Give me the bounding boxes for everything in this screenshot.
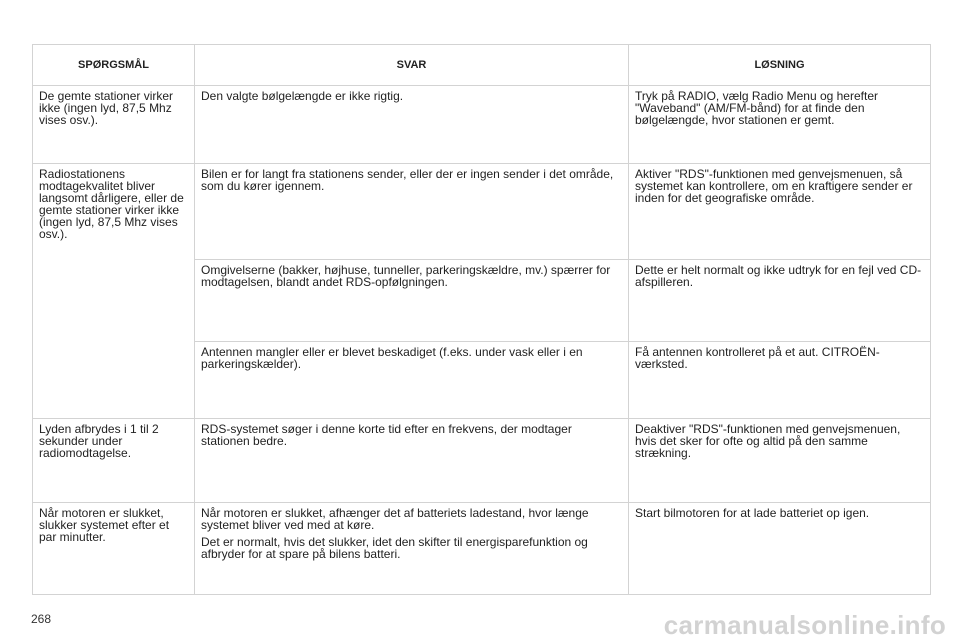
header-solution: LØSNING	[629, 45, 931, 86]
answer-cell: Bilen er for langt fra stationens sender, eller der er ingen sender i det område, som du kører igennem.	[195, 163, 629, 259]
solution-cell: Aktiver "RDS"-funktionen med genvejsmenuen, så systemet kan kontrollere, om en kraftigere sender er inden for det geografiske område.	[629, 163, 931, 259]
troubleshooting-table	[32, 44, 931, 595]
table-header-row	[33, 45, 931, 86]
question-cell: De gemte stationer virker ikke (ingen lyd, 87,5 Mhz vises osv.).	[33, 86, 195, 164]
header-answer: SVAR	[195, 45, 629, 86]
solution-cell: Deaktiver "RDS"-funktionen med genvejsmenuen, hvis det sker for ofte og altid på den samme strækning.	[629, 419, 931, 503]
answer-paragraph: Det er normalt, hvis det slukker, idet den skifter til energisparefunktion og afbryder for at spare på bilens batteri.	[201, 534, 588, 561]
answer-cell	[195, 502, 629, 594]
answer-cell: Omgivelserne (bakker, højhuse, tunneller, parkeringskældre, mv.) spærrer for modtagelsen, blandt andet RDS-opfølgningen.	[195, 259, 629, 341]
solution-cell: Dette er helt normalt og ikke udtryk for en fejl ved CD-afspilleren.	[629, 259, 931, 341]
solution-cell: Få antennen kontrolleret på et aut. CITROËN-værksted.	[629, 341, 931, 419]
question-cell: Radiostationens modtagekvalitet bliver langsomt dårligere, eller de gemte stationer virker ikke (ingen lyd, 87,5 Mhz vises osv.).	[33, 163, 195, 419]
question-cell: Lyden afbrydes i 1 til 2 sekunder under radiomodtagelse.	[33, 419, 195, 503]
table-row	[33, 163, 931, 259]
answer-paragraph: Når motoren er slukket, afhænger det af batteriets ladestand, hvor længe systemet bliver ved med at køre.	[201, 505, 589, 532]
table-row	[33, 419, 931, 503]
answer-cell: Antennen mangler eller er blevet beskadiget (f.eks. under vask eller i en parkeringskælder).	[195, 341, 629, 419]
page-number: 268	[31, 612, 52, 626]
answer-cell: Den valgte bølgelængde er ikke rigtig.	[195, 86, 629, 164]
table-row	[33, 86, 931, 164]
answer-cell: RDS-systemet søger i denne korte tid efter en frekvens, der modtager stationen bedre.	[195, 419, 629, 503]
question-cell: Når motoren er slukket, slukker systemet efter et par minutter.	[33, 502, 195, 594]
table-row	[33, 502, 931, 594]
watermark: carmanualsonline.info	[663, 610, 946, 640]
solution-cell: Start bilmotoren for at lade batteriet op igen.	[629, 502, 931, 594]
header-question: SPØRGSMÅL	[33, 45, 195, 86]
solution-cell: Tryk på RADIO, vælg Radio Menu og herefter "Waveband" (AM/FM-bånd) for at finde den bølgelængde, hvor stationen er gemt.	[629, 86, 931, 164]
